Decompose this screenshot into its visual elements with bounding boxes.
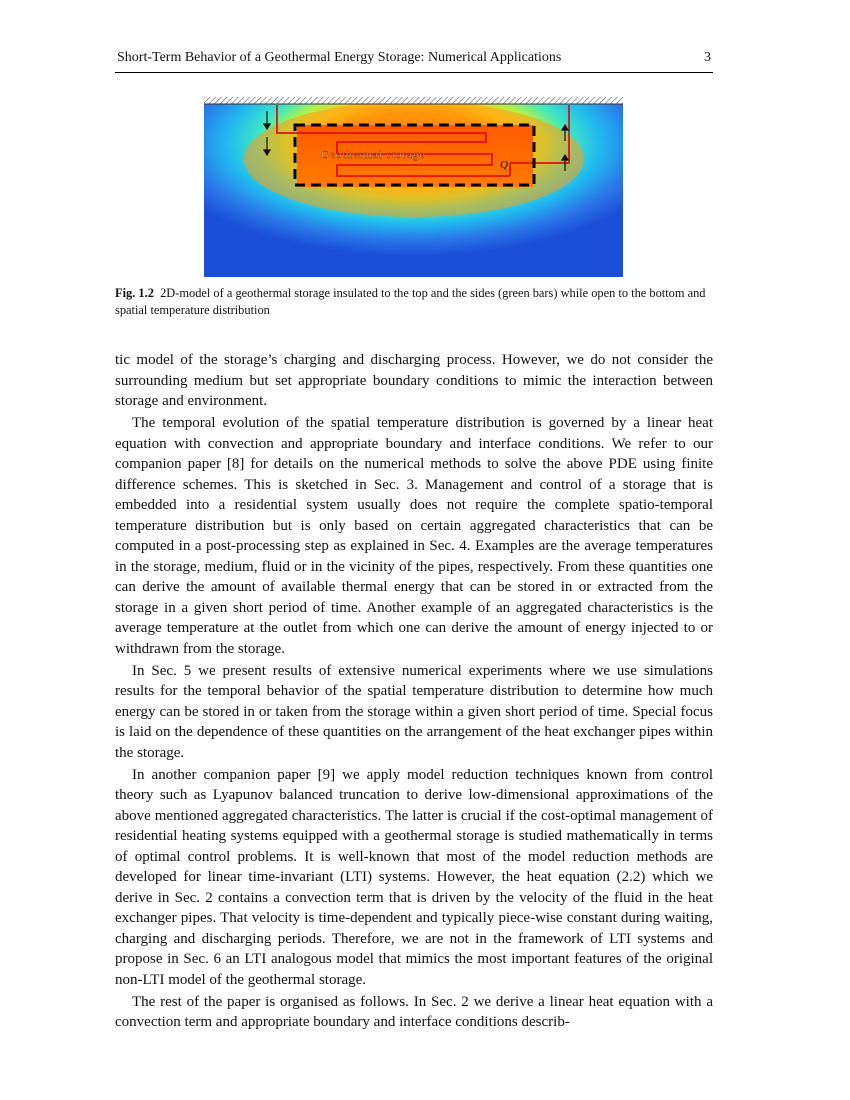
ground-surface-hatch: [204, 97, 623, 104]
body-text: [115, 350, 713, 1034]
paragraph: tic model of the storage’s charging and discharging process. However, we do not consider the surrounding medium but set appropriate boundary conditions to mimic the interaction between storage and environment.: [115, 352, 713, 409]
paragraph: The rest of the paper is organised as follows. In Sec. 2 we derive a linear heat equation with a convection term and appropriate boundary and interface conditions describ-: [115, 993, 713, 1030]
running-header: [115, 48, 713, 73]
paragraph: In another companion paper [9] we apply model reduction techniques known from control theory such as Lyapunov balanced truncation to derive low-dimensional approximations of the above mentioned aggregated characteristics. The latter is crucial if the cost-optimal management of residential heating systems equipped with a geothermal storage is studied mathematically in terms of optimal control problems. It is well-known that most of the model reduction methods are developed for linear time-invariant (LTI) systems. However, the heat equation (2.2) which we derive in Sec. 2 contains a convection term that is driven by the velocity of the fluid in the heat exchanger pipes. That velocity is time-dependent and typically piece-wise constant during waiting, charging and discharging periods. Therefore, we are not in the framework of LTI systems and propose in Sec. 6 an LTI analogous model that mimics the most important features of the original non-LTI model of the geothermal storage.: [115, 766, 713, 988]
paragraph: In Sec. 5 we present results of extensive numerical experiments where we use simulations results for the temporal behavior of the spatial temperature distribution to determine how much energy can be stored in or taken from the storage within a given short period of time. Special focus is laid on the dependence of these quantities on the arrangement of the heat exchanger pipes within the storage.: [115, 662, 713, 761]
figure-caption: [115, 285, 713, 319]
temperature-distribution-figure: [204, 97, 623, 277]
q-label: Q: [500, 159, 508, 171]
paragraph: The temporal evolution of the spatial temperature distribution is governed by a linear heat equation with convection and appropriate boundary and interface conditions. We refer to our companion paper [8] for details on the numerical methods to solve the above PDE using finite difference schemes. This is sketched in Sec. 3. Management and control of a storage that is embedded into a residential system usually does not require the complete spatio-temporal temperature distribution but is only based on certain aggregated characteristics that can be computed in a post-processing step as explained in Sec. 4. Examples are the average temperatures in the storage, medium, fluid or in the vicinity of the pipes, respectively. From these quantities one can derive the amount of available thermal energy that can be stored in or extracted from the storage in a given short period of time. Another example of an aggregated characteristics is the average temperature at the outlet from which one can derive the amount of energy injected to or withdrawn from the storage.: [115, 415, 713, 657]
caption-text: 2D-model of a geothermal storage insulated to the top and the sides (green bars) while open to the bottom and spatial temperature distribution: [115, 286, 706, 317]
running-title: Short-Term Behavior of a Geothermal Energy Storage: Numerical Applications: [117, 50, 562, 65]
storage-label: Geothermal storage: [321, 149, 426, 161]
caption-label: Fig. 1.2: [115, 286, 154, 300]
page-number: 3: [704, 50, 711, 65]
